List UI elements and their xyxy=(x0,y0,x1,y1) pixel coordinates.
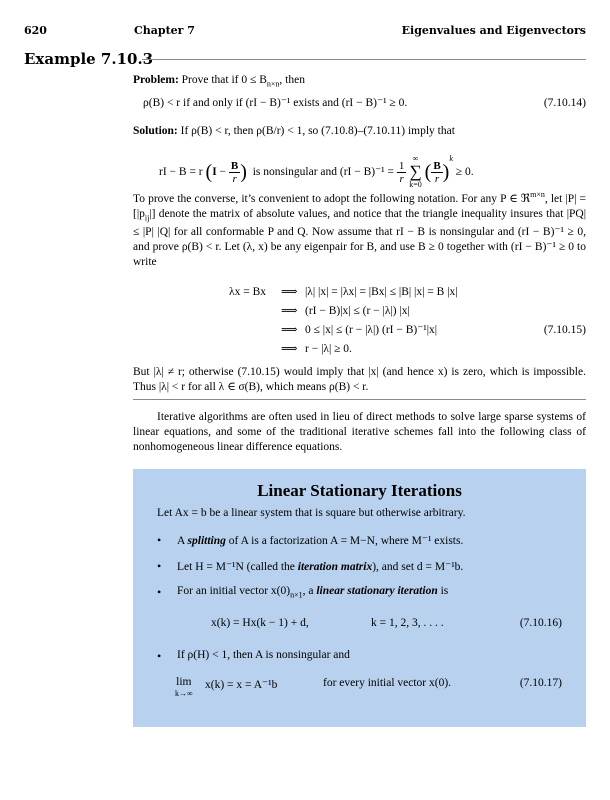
solution-text: If ρ(B) < r, then ρ(B/r) < 1, so (7.10.8)–(7.10.11) imply that xyxy=(180,125,455,137)
term-linear-stationary-iteration: linear stationary iteration xyxy=(316,585,438,597)
limit-operator xyxy=(175,677,193,699)
converse-text-1: To prove the converse, it’s convenient to adopt the following notation. For any P ∈ ℜ xyxy=(133,192,531,205)
problem-statement xyxy=(133,73,586,91)
example-heading: Example 7.10.3 xyxy=(24,50,154,68)
bullet-4-text: If ρ(H) < 1, then A is nonsingular and xyxy=(177,649,350,661)
equation-7-10-17-tail: for every initial vector x(0). xyxy=(323,677,452,689)
conclusion-paragraph: But |λ| ≠ r; otherwise (7.10.15) would imply that |x| (and hence x) is zero, which is impossible. Thus |λ| < r for all λ ∈ σ(B), which means ρ(B) < r. xyxy=(133,366,586,393)
summation xyxy=(409,154,422,190)
frac-one-numerator: 1 xyxy=(398,159,405,172)
chapter-title: Eigenvalues and Eigenvectors xyxy=(401,24,586,37)
frac-numerator: B xyxy=(230,159,239,172)
converse-text-2: , let |P| = [|p xyxy=(133,192,586,220)
running-header xyxy=(24,24,586,40)
left-paren: ( xyxy=(205,160,213,183)
right-paren: ) xyxy=(240,160,247,183)
bullet-3-b: , a xyxy=(302,585,317,597)
box-title: Linear Stationary Iterations xyxy=(257,481,462,500)
derivation-right-1: |λ| |x| = |λx| = |Bx| ≤ |B| |x| = B |x| xyxy=(305,286,458,298)
frac-denominator: r xyxy=(232,172,237,185)
solution-statement xyxy=(133,124,586,139)
solution-label: Solution: xyxy=(133,125,178,137)
bullet-3-text xyxy=(177,585,577,599)
chapter-label: Chapter 7 xyxy=(134,24,195,37)
converse-paragraph xyxy=(133,187,586,270)
lim-subscript: k→∞ xyxy=(175,689,193,698)
derivation-line-2 xyxy=(133,304,586,322)
converse-text-3: |] denote the matrix of absolute values, and notice that the triangle inequality insures that |PQ| ≤ |P| |Q| for all conformable P and Q. Now assume that rI − B is nonsingular and (rI − B)⁻¹ ≥ 0, and prove ρ(B) < r. Let (λ, x) be any eigenpair for B, and use B ≥ 0 together with (rI − B)⁻¹ ≥ 0 to write xyxy=(133,207,586,269)
implies-arrow-3: ⟹ xyxy=(281,324,298,336)
bullet-3-a: For an initial vector x(0) xyxy=(177,585,291,597)
equation-number-7-10-16: (7.10.16) xyxy=(519,617,562,629)
term-iteration-matrix: iteration matrix xyxy=(297,561,373,573)
bullet-3-subscript: n×1 xyxy=(290,590,303,600)
power-k: k xyxy=(449,154,453,163)
solution-eq-right: ≥ 0. xyxy=(455,166,474,178)
bullet-2-text xyxy=(177,559,577,573)
definition-box xyxy=(133,469,586,727)
identity-symbol: I xyxy=(212,166,217,178)
frac-sum-denominator: r xyxy=(434,172,440,185)
bullet-1-b: of A is a factorization A = M−N, where M⁻¹ exists. xyxy=(225,535,464,547)
sum-right-paren: ) xyxy=(442,160,450,183)
derivation-left-1: λx = Bx xyxy=(229,286,266,298)
bullet-2-b: ), and set d = M⁻¹b. xyxy=(372,561,464,573)
bullet-2-a: Let H = M⁻¹N (called the xyxy=(177,561,298,573)
equation-number-7-10-15: (7.10.15) xyxy=(543,324,586,336)
bullet-3-c: is xyxy=(437,585,449,597)
problem-text: Prove that if 0 ≤ B xyxy=(181,74,267,86)
solution-equation xyxy=(133,145,586,190)
derivation-block xyxy=(133,285,586,361)
implies-arrow-1: ⟹ xyxy=(281,286,298,298)
problem-then: , then xyxy=(279,74,305,86)
solution-equation-row: rI − B = r (I − $\frac{B}{r}$ ) is nonsingular and (rI − B)⁻¹ = $\frac{1}{r}$ ∞ ∑ k=0 ( $\frac{B}{r}$ )$^k$ ≥ 0. xyxy=(159,154,474,190)
converse-superscript: m×n xyxy=(530,190,545,199)
sum-sign: ∑ xyxy=(409,162,422,182)
converse-subscript: ij xyxy=(144,213,150,223)
equation-number-7-10-17: (7.10.17) xyxy=(519,677,562,689)
derivation-line-1 xyxy=(133,285,586,303)
fraction-one-over-r xyxy=(397,160,407,185)
bullet-1-text xyxy=(177,533,577,547)
equation-number-7-10-14: (7.10.14) xyxy=(543,97,586,109)
problem-subscript: n×n xyxy=(266,79,280,89)
bullet-1-symbol: • xyxy=(157,533,162,547)
equation-7-10-16-range: k = 1, 2, 3, . . . . xyxy=(371,617,444,629)
bullet-1-a: A xyxy=(177,535,188,547)
equation-7-10-16-lhs: x(k) = Hx(k − 1) + d, xyxy=(211,617,309,629)
fraction-B-over-r xyxy=(229,160,240,185)
frac-one-denominator: r xyxy=(399,172,404,185)
sum-lower-limit: k=0 xyxy=(409,180,422,190)
solution-eq-mid: is nonsingular and (rI − B)⁻¹ = xyxy=(252,166,394,178)
implies-arrow-4: ⟹ xyxy=(281,343,298,355)
derivation-right-4: r − |λ| ≥ 0. xyxy=(305,343,352,355)
bullet-3-symbol: • xyxy=(157,585,162,599)
bullet-4-symbol: • xyxy=(157,649,162,663)
fraction-B-over-r-sum xyxy=(431,160,442,185)
lim-text: lim xyxy=(176,676,192,688)
sum-upper-limit: ∞ xyxy=(412,154,419,164)
intro-paragraph: Iterative algorithms are often used in lieu of direct methods to solve large sparse systems of linear equations, and some of the traditional iterative schemes fall into the following class of nonhomogeneous linear difference equations. xyxy=(133,411,586,453)
sum-left-paren: ( xyxy=(424,160,432,183)
derivation-line-4 xyxy=(133,342,586,360)
solution-eq-left: rI − B = r xyxy=(159,166,203,178)
problem-equation-text: ρ(B) < r if and only if (rI − B)⁻¹ exists and (rI − B)⁻¹ ≥ 0. xyxy=(143,97,408,109)
bullet-2-symbol: • xyxy=(157,559,162,573)
box-intro: Let Ax = b be a linear system that is square but otherwise arbitrary. xyxy=(157,507,466,519)
derivation-line-3 xyxy=(133,323,586,341)
problem-label: Problem: xyxy=(133,74,179,86)
frac-sum-numerator: B xyxy=(433,159,441,172)
derivation-right-3: 0 ≤ |x| ≤ (r − |λ|) (rI − B)⁻¹|x| xyxy=(305,324,438,336)
term-splitting: splitting xyxy=(187,535,226,547)
example-bottom-rule xyxy=(133,399,586,400)
example-top-rule xyxy=(142,59,586,60)
implies-arrow-2: ⟹ xyxy=(281,305,298,317)
equation-7-10-17-lhs: x(k) = x = A⁻¹b xyxy=(205,679,278,691)
derivation-right-2: (rI − B)|x| ≤ (r − |λ|) |x| xyxy=(305,305,410,317)
page-number: 620 xyxy=(24,24,47,37)
